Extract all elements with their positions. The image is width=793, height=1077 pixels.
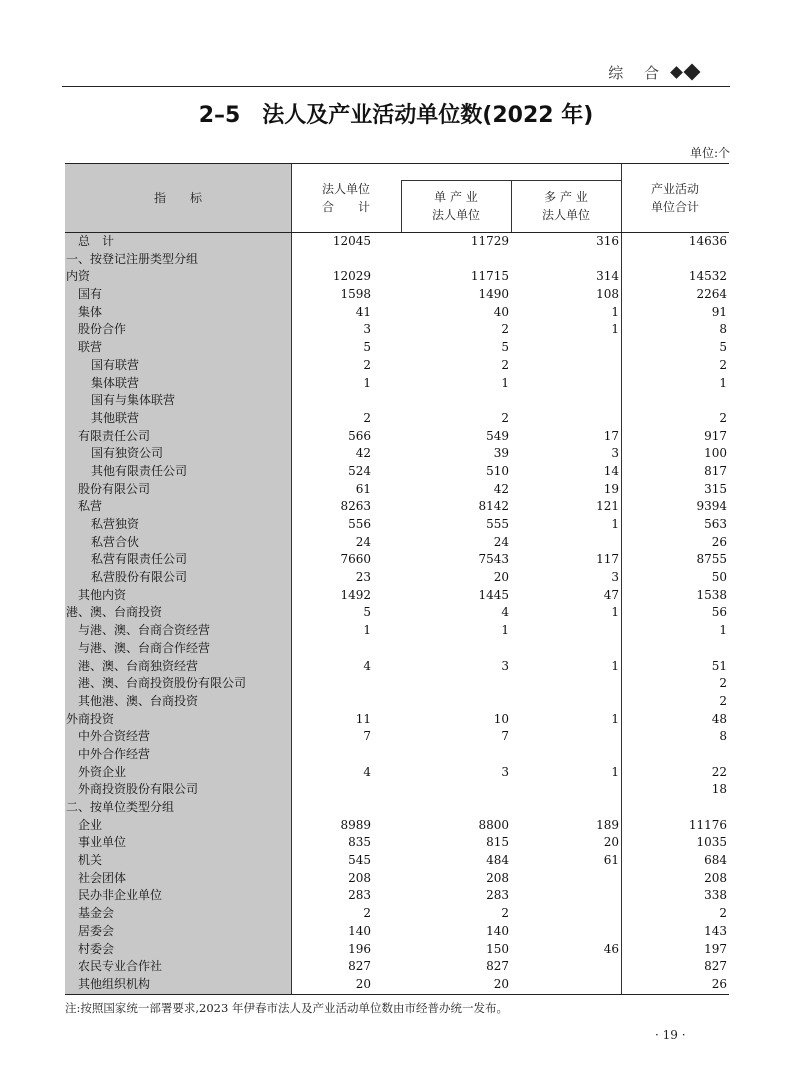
table-row <box>65 551 729 569</box>
row-value: 41 <box>355 304 371 319</box>
row-value: 22 <box>711 764 727 779</box>
row-label: 集体联营 <box>91 375 140 390</box>
row-value: 827 <box>486 959 509 974</box>
row-value: 150 <box>486 941 509 956</box>
table-row <box>65 534 729 552</box>
row-value: 189 <box>596 817 619 832</box>
row-value: 563 <box>704 517 727 531</box>
row-value: 1 <box>719 375 727 390</box>
row-label: 其他内资 <box>78 587 127 602</box>
row-value: 2 <box>719 357 727 372</box>
row-value: 24 <box>493 534 509 549</box>
row-value: 5 <box>363 340 371 355</box>
row-label: 港、澳、台商投资 <box>66 605 163 620</box>
row-value: 1 <box>719 623 727 638</box>
row-value: 2 <box>719 906 727 921</box>
table-row <box>65 941 729 959</box>
row-value: 108 <box>596 287 619 302</box>
row-value: 3 <box>611 446 619 461</box>
row-label: 私营有限责任公司 <box>91 552 188 567</box>
row-label: 中外合资经营 <box>78 729 151 744</box>
row-value: 1538 <box>696 587 727 602</box>
header-activity-1: 产业活动 <box>650 182 699 196</box>
row-value: 2 <box>719 693 727 708</box>
row-value: 40 <box>493 304 509 319</box>
footnote: 注:按照国家统一部署要求,2023 年伊春市法人及产业活动单位数由市经普办统一发布。 <box>65 1001 508 1015</box>
row-value: 7660 <box>340 552 371 567</box>
table-row <box>65 870 729 888</box>
table-row <box>65 321 729 339</box>
table-row <box>65 604 729 622</box>
row-value: 338 <box>704 888 727 903</box>
row-value: 8800 <box>478 817 509 832</box>
table-header <box>65 163 729 233</box>
row-label: 与港、澳、台商合资经营 <box>78 623 211 638</box>
row-value: 5 <box>363 605 371 620</box>
row-value: 1 <box>611 711 619 726</box>
row-value: 2 <box>501 357 509 372</box>
table-row <box>65 834 729 852</box>
section-label: 综 合 <box>608 63 667 82</box>
row-value: 20 <box>355 976 371 991</box>
table-row <box>65 728 729 746</box>
table-row <box>65 852 729 870</box>
row-label: 一、按登记注册类型分组 <box>66 251 199 266</box>
row-label: 港、澳、台商投资股份有限公司 <box>78 676 247 691</box>
row-value: 315 <box>704 481 727 496</box>
table-row <box>65 251 729 269</box>
row-value: 24 <box>355 534 371 549</box>
row-label: 其他联营 <box>91 410 140 425</box>
row-label: 外商投资 <box>66 711 115 726</box>
row-value: 8263 <box>340 499 371 514</box>
row-value: 7543 <box>478 552 509 567</box>
row-value: 8 <box>719 322 727 337</box>
row-value: 61 <box>355 481 371 496</box>
row-value: 143 <box>704 923 727 938</box>
row-value: 2 <box>719 676 727 691</box>
row-label: 基金会 <box>78 906 115 921</box>
row-label: 联营 <box>78 340 103 355</box>
table-row <box>65 375 729 393</box>
row-value: 1 <box>611 605 619 620</box>
row-value: 1 <box>501 375 509 390</box>
row-label: 机关 <box>78 853 103 868</box>
row-value: 50 <box>711 570 727 585</box>
row-value: 1 <box>611 517 619 531</box>
row-value: 61 <box>603 853 619 868</box>
row-value: 51 <box>711 658 727 673</box>
row-value: 484 <box>486 853 509 868</box>
table-row <box>65 498 729 516</box>
row-value: 2 <box>363 906 371 921</box>
row-value: 48 <box>711 711 727 726</box>
row-label: 集体 <box>78 304 103 319</box>
row-value: 7 <box>501 729 509 744</box>
row-value: 5 <box>501 340 509 355</box>
table-row <box>65 516 729 534</box>
header-legal-total-2: 合 计 <box>321 200 370 214</box>
row-value: 140 <box>348 923 371 938</box>
row-label: 私营独资 <box>91 517 140 531</box>
row-value: 316 <box>596 234 619 248</box>
table-row <box>65 463 729 481</box>
row-value: 1 <box>501 623 509 638</box>
row-value: 1 <box>611 304 619 319</box>
row-value: 4 <box>363 658 371 673</box>
diamond-ornament-icon <box>669 66 698 78</box>
row-value: 20 <box>493 976 509 991</box>
row-value: 12029 <box>332 269 371 284</box>
row-value: 3 <box>501 658 509 673</box>
row-value: 14532 <box>688 269 727 284</box>
table-row <box>65 923 729 941</box>
row-label: 外资企业 <box>78 764 127 779</box>
row-value: 1445 <box>478 587 509 602</box>
row-value: 684 <box>704 853 727 868</box>
row-label: 事业单位 <box>78 835 127 850</box>
row-value: 8 <box>719 729 727 744</box>
table-row <box>65 339 729 357</box>
row-value: 2264 <box>696 287 727 302</box>
row-value: 42 <box>355 446 371 461</box>
row-value: 4 <box>501 605 509 620</box>
row-value: 3 <box>611 570 619 585</box>
table-row <box>65 392 729 410</box>
row-value: 917 <box>704 428 727 443</box>
row-value: 197 <box>704 941 727 956</box>
row-label: 国有 <box>78 287 103 302</box>
row-value: 9394 <box>696 499 727 514</box>
row-value: 100 <box>704 446 727 461</box>
row-value: 208 <box>348 870 371 885</box>
table-row <box>65 357 729 375</box>
row-value: 1 <box>611 764 619 779</box>
row-value: 14 <box>603 463 619 478</box>
row-label: 民办非企业单位 <box>78 888 163 903</box>
row-label: 国有与集体联营 <box>91 393 176 408</box>
row-label: 其他有限责任公司 <box>91 463 188 478</box>
header-single-2: 法人单位 <box>431 208 480 222</box>
table-row <box>65 587 729 605</box>
table-row <box>65 640 729 658</box>
table-bottom-rule <box>65 994 729 995</box>
row-value: 8142 <box>478 499 509 514</box>
header-rule <box>62 86 730 87</box>
row-value: 4 <box>363 764 371 779</box>
row-value: 208 <box>486 870 509 885</box>
row-value: 196 <box>348 941 371 956</box>
row-value: 47 <box>603 587 619 602</box>
table-row <box>65 304 729 322</box>
row-value: 20 <box>493 570 509 585</box>
table-row <box>65 711 729 729</box>
data-table <box>65 163 729 995</box>
row-value: 2 <box>363 357 371 372</box>
table-row <box>65 781 729 799</box>
table-row <box>65 817 729 835</box>
row-label: 其他港、澳、台商投资 <box>78 693 199 708</box>
row-label: 村委会 <box>78 941 115 956</box>
row-value: 1598 <box>340 287 371 302</box>
row-value: 208 <box>704 870 727 885</box>
row-value: 117 <box>596 552 619 567</box>
row-value: 11729 <box>470 234 509 248</box>
row-label: 中外合作经营 <box>78 746 151 761</box>
row-label: 社会团体 <box>78 870 127 885</box>
table-row <box>65 481 729 499</box>
table-body <box>65 233 729 994</box>
row-value: 140 <box>486 923 509 938</box>
row-value: 549 <box>486 428 509 443</box>
small-diamond-icon <box>670 66 683 79</box>
row-value: 1492 <box>340 587 371 602</box>
row-value: 1035 <box>696 835 727 850</box>
row-value: 23 <box>355 570 371 585</box>
row-value: 10 <box>493 711 509 726</box>
table-row <box>65 764 729 782</box>
table-row <box>65 799 729 817</box>
row-value: 556 <box>348 517 371 531</box>
table-row <box>65 693 729 711</box>
table-row <box>65 622 729 640</box>
row-value: 18 <box>711 782 727 797</box>
row-value: 14636 <box>688 234 727 248</box>
table-row <box>65 675 729 693</box>
row-label: 私营合伙 <box>91 534 140 549</box>
row-value: 19 <box>603 481 619 496</box>
row-value: 1 <box>363 375 371 390</box>
row-value: 2 <box>501 322 509 337</box>
row-label: 国有独资公司 <box>91 446 164 461</box>
table-row <box>65 410 729 428</box>
header-single-1: 单 产 业 <box>434 190 478 204</box>
row-label: 农民专业合作社 <box>78 959 163 974</box>
table-row <box>65 569 729 587</box>
row-value: 8755 <box>696 552 727 567</box>
table-row <box>65 268 729 286</box>
table-row <box>65 445 729 463</box>
row-value: 3 <box>363 322 371 337</box>
row-value: 17 <box>603 428 619 443</box>
header-legal-total-1: 法人单位 <box>321 182 370 196</box>
table-row <box>65 428 729 446</box>
row-value: 283 <box>486 888 509 903</box>
large-diamond-icon <box>684 64 701 81</box>
row-label: 港、澳、台商独资经营 <box>78 658 199 673</box>
unit-label: 单位:个 <box>689 146 730 160</box>
subheader-rule <box>401 180 621 181</box>
row-value: 39 <box>493 446 509 461</box>
row-value: 524 <box>348 463 371 478</box>
row-value: 3 <box>501 764 509 779</box>
row-value: 11 <box>355 711 371 726</box>
table-row <box>65 905 729 923</box>
row-value: 42 <box>493 481 509 496</box>
row-value: 1 <box>611 322 619 337</box>
row-value: 20 <box>603 835 619 850</box>
row-value: 566 <box>348 428 371 443</box>
row-value: 12045 <box>332 234 371 248</box>
row-value: 2 <box>363 410 371 425</box>
row-value: 1490 <box>478 287 509 302</box>
row-label: 股份合作 <box>78 322 127 337</box>
header-indicator: 指 标 <box>153 191 202 205</box>
row-value: 56 <box>711 605 727 620</box>
header-multi-1: 多 产 业 <box>544 190 588 204</box>
row-label: 私营股份有限公司 <box>91 570 188 585</box>
row-label: 企业 <box>78 817 103 832</box>
row-value: 817 <box>704 463 727 478</box>
row-label: 其他组织机构 <box>78 976 151 991</box>
row-label: 股份有限公司 <box>78 481 151 496</box>
section-header <box>598 62 698 82</box>
row-value: 46 <box>603 941 619 956</box>
row-value: 545 <box>348 853 371 868</box>
table-row <box>65 976 729 994</box>
row-label: 总 计 <box>78 234 115 248</box>
row-value: 314 <box>596 269 619 284</box>
row-value: 1 <box>363 623 371 638</box>
row-value: 2 <box>501 906 509 921</box>
row-value: 26 <box>711 534 727 549</box>
header-activity-2: 单位合计 <box>650 200 699 214</box>
row-value: 8989 <box>340 817 371 832</box>
row-label: 内资 <box>66 269 91 284</box>
row-value: 121 <box>596 499 619 514</box>
row-value: 91 <box>711 304 727 319</box>
row-value: 827 <box>704 959 727 974</box>
row-label: 外商投资股份有限公司 <box>78 782 199 797</box>
row-value: 283 <box>348 888 371 903</box>
table-row <box>65 658 729 676</box>
row-value: 827 <box>348 959 371 974</box>
row-value: 11715 <box>470 269 509 284</box>
row-value: 555 <box>486 517 509 531</box>
row-label: 有限责任公司 <box>78 428 151 443</box>
table-row <box>65 746 729 764</box>
row-label: 二、按单位类型分组 <box>66 800 175 814</box>
row-label: 私营 <box>78 499 103 514</box>
page-title: 2–5 法人及产业活动单位数(2022 年) <box>198 103 594 128</box>
row-label: 与港、澳、台商合作经营 <box>78 640 211 655</box>
table-row <box>65 286 729 304</box>
row-value: 1 <box>611 658 619 673</box>
row-label: 居委会 <box>78 923 115 938</box>
row-value: 2 <box>719 410 727 425</box>
row-value: 2 <box>501 410 509 425</box>
row-value: 815 <box>486 835 509 850</box>
header-multi-2: 法人单位 <box>541 208 590 222</box>
row-value: 835 <box>348 835 371 850</box>
row-value: 7 <box>363 729 371 744</box>
table-row <box>65 887 729 905</box>
row-value: 510 <box>486 463 509 478</box>
page-number: · 19 · <box>655 1028 686 1042</box>
row-label: 国有联营 <box>91 357 140 372</box>
row-value: 5 <box>719 340 727 355</box>
table-row <box>65 958 729 976</box>
table-row <box>65 233 729 251</box>
row-value: 11176 <box>688 817 727 832</box>
row-value: 26 <box>711 976 727 991</box>
